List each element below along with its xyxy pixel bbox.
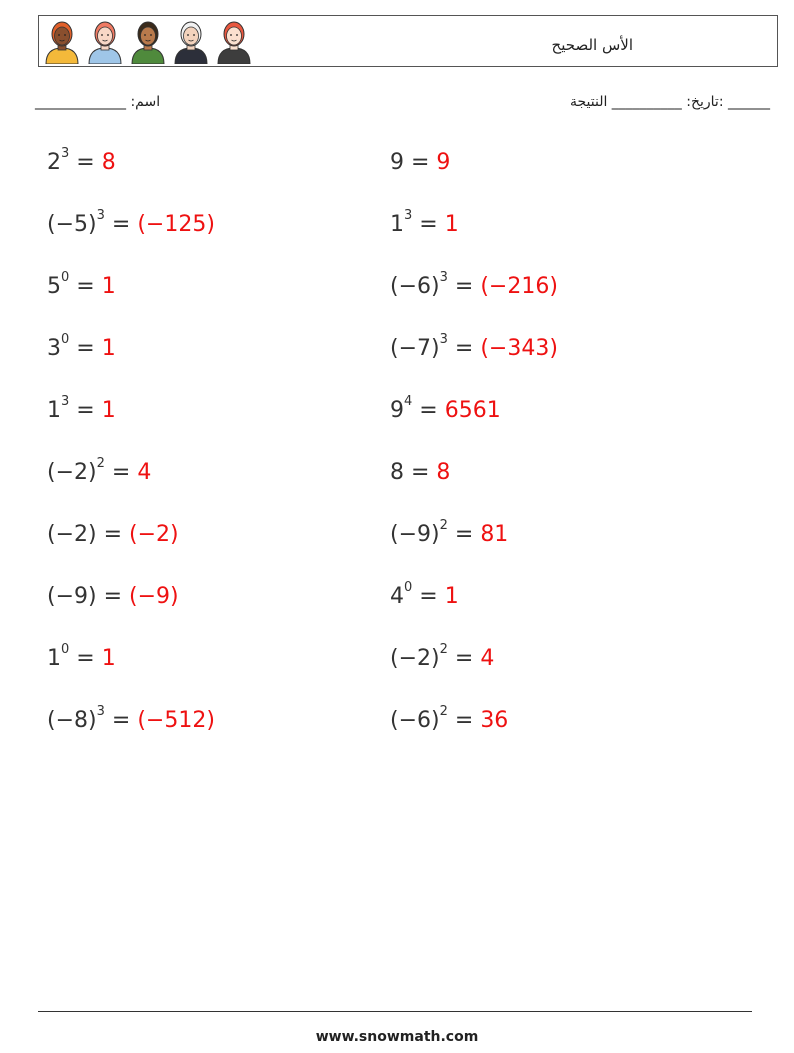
equals-sign: = [412,584,445,609]
problem-right-6 [390,460,450,486]
problem-base: 1 [47,646,61,671]
problem-right-5 [390,394,501,424]
problem-base: (−9) [390,522,440,547]
problem-base: (−2) [47,522,97,547]
problem-answer: 1 [101,398,116,423]
problem-answer: (−343) [480,336,558,361]
problem-answer: 9 [436,150,451,175]
problem-left-2 [47,208,215,238]
equals-sign: = [69,398,102,423]
problem-base: 5 [47,274,61,299]
problem-left-1 [47,146,116,176]
problem-answer: (−125) [137,212,215,237]
problem-exponent: 2 [439,518,448,533]
boy-avatar-icon [43,18,81,64]
equals-sign: = [104,212,138,237]
problem-exponent: 0 [61,642,70,657]
problem-base: (−9) [47,584,97,609]
girl-bow-avatar-icon [215,18,253,64]
name-line: اسم: _____________ [35,94,161,110]
problem-answer: 4 [480,646,495,671]
problem-base: (−2) [390,646,440,671]
problem-exponent: 3 [439,270,448,285]
problem-exponent: 3 [439,332,448,347]
problem-exponent: 0 [61,270,70,285]
problem-answer: 8 [436,460,451,485]
avatar-row [43,18,253,64]
girl-avatar-icon [86,18,124,64]
problem-answer: 1 [444,212,459,237]
problem-right-3 [390,270,558,300]
worksheet-header [38,15,778,67]
problem-answer: 81 [480,522,509,547]
problem-answer: 36 [480,708,509,733]
problem-answer: 1 [444,584,459,609]
equals-sign: = [96,584,130,609]
equals-sign: = [104,708,138,733]
problem-base: 8 [390,460,404,485]
problem-left-6 [47,456,152,486]
problem-right-7 [390,518,509,548]
problem-right-8 [390,580,459,610]
problem-base: (−6) [390,274,440,299]
problem-answer: (−2) [129,522,179,547]
problem-answer: 1 [101,274,116,299]
problem-right-1 [390,150,450,176]
date-score-line: ______ :تاريخ: __________ النتيجة [569,94,770,110]
problem-left-7 [47,522,179,548]
problem-base: 1 [390,212,404,237]
problem-left-5 [47,394,116,424]
problem-base: (−6) [390,708,440,733]
equals-sign: = [412,212,445,237]
problem-left-3 [47,270,116,300]
problem-answer: 1 [101,646,116,671]
equals-sign: = [104,460,138,485]
equals-sign: = [69,646,102,671]
problem-exponent: 3 [96,704,105,719]
equals-sign: = [69,336,102,361]
problem-base: 2 [47,150,61,175]
problem-left-9 [47,642,116,672]
problem-answer: 8 [101,150,116,175]
problem-right-9 [390,642,495,672]
problem-exponent: 4 [404,394,413,409]
problem-exponent: 0 [61,332,70,347]
problem-exponent: 3 [61,146,70,161]
problem-base: (−5) [47,212,97,237]
equals-sign: = [447,522,481,547]
problem-base: (−8) [47,708,97,733]
problem-exponent: 2 [439,704,448,719]
problem-left-4 [47,332,116,362]
equals-sign: = [447,646,481,671]
problem-right-10 [390,704,509,734]
boy-scarf-avatar-icon [129,18,167,64]
problem-answer: (−216) [480,274,558,299]
problem-exponent: 3 [404,208,413,223]
problem-answer: (−512) [137,708,215,733]
problem-left-8 [47,584,179,610]
equals-sign: = [412,398,445,423]
equals-sign: = [404,150,437,175]
problem-left-10 [47,704,215,734]
equals-sign: = [69,150,102,175]
problem-right-4 [390,332,558,362]
problem-base: 9 [390,150,404,175]
problem-exponent: 3 [61,394,70,409]
problem-base: (−7) [390,336,440,361]
problem-answer: 6561 [444,398,501,423]
problem-exponent: 2 [439,642,448,657]
problem-exponent: 3 [96,208,105,223]
problem-base: 4 [390,584,404,609]
equals-sign: = [69,274,102,299]
problem-base: 3 [47,336,61,361]
problem-answer: 4 [137,460,152,485]
problem-answer: (−9) [129,584,179,609]
problem-right-2 [390,208,459,238]
equals-sign: = [447,708,481,733]
man-avatar-icon [172,18,210,64]
problem-exponent: 2 [96,456,105,471]
problem-answer: 1 [101,336,116,361]
equals-sign: = [447,274,481,299]
problem-base: 9 [390,398,404,423]
footer-divider [38,1011,752,1012]
equals-sign: = [96,522,130,547]
problem-exponent: 0 [404,580,413,595]
problem-base: 1 [47,398,61,423]
equals-sign: = [447,336,481,361]
worksheet-title: الأس الصحيح [551,36,633,54]
footer-url: www.snowmath.com [315,1029,479,1045]
problem-base: (−2) [47,460,97,485]
equals-sign: = [404,460,437,485]
